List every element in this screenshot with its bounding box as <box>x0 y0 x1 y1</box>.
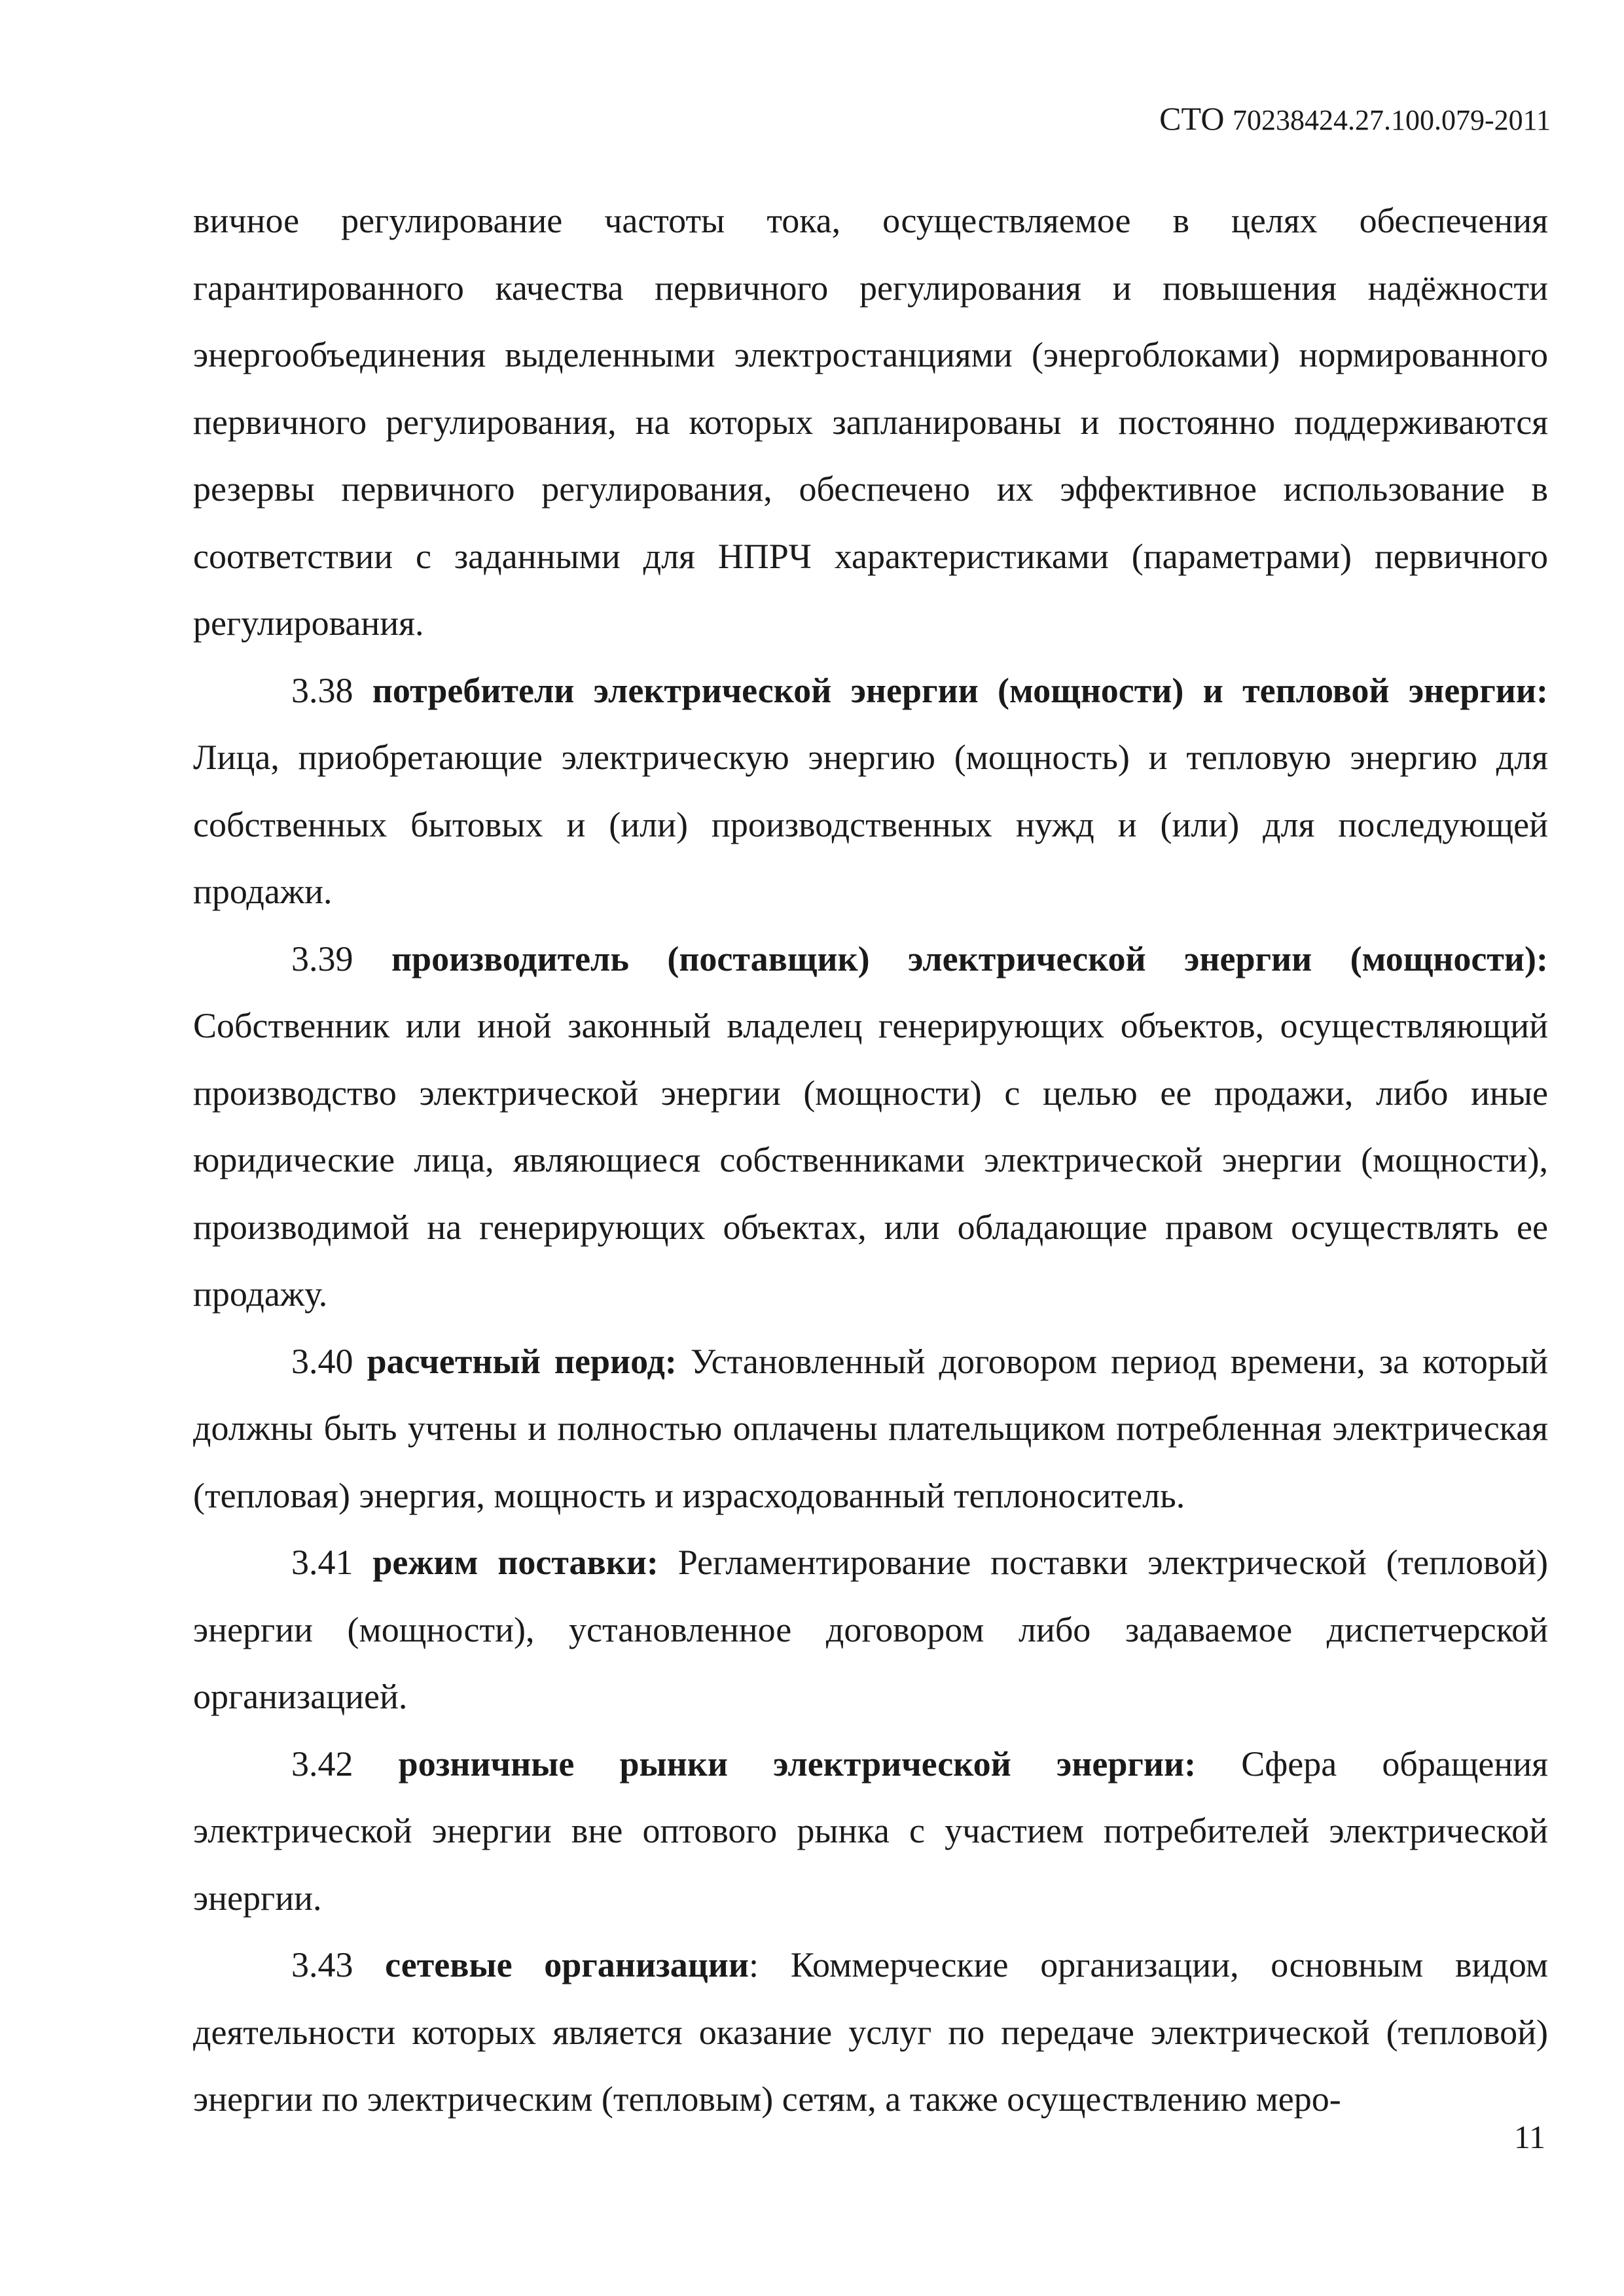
definition-text: Сфера обращения электрической энергии вне оптового рынка с участием потребителей электрической энергии. <box>193 1744 1549 1918</box>
definition-3-39 <box>193 925 1548 1328</box>
definition-text: Установленный договором период времени, за который должны быть учтены и полностью оплачены плательщиком потребленная электрическая (тепловая) энергия, мощность и израсходованный теплоноситель. <box>193 1341 1549 1515</box>
definition-term: расчетный период: <box>367 1341 677 1381</box>
definition-term: потребители электрической энергии (мощности) и тепловой энергии: <box>372 670 1548 710</box>
definition-3-42 <box>193 1731 1548 1932</box>
definition-number: 3.41 <box>291 1543 353 1582</box>
document-code-number: 70238424.27.100.079-2011 <box>1232 104 1551 136</box>
definition-number: 3.42 <box>291 1744 353 1784</box>
definition-term: сетевые организации <box>385 1945 749 1984</box>
document-code-header <box>1159 99 1551 137</box>
definition-text: Лица, приобретающие электрическую энергию (мощность) и тепловую энергию для собственных бытовых и (или) производственных нужд и (или) для последующей продажи. <box>193 738 1548 911</box>
definition-term: производитель (поставщик) электрической энергии (мощности): <box>391 939 1548 978</box>
definition-term: розничные рынки электрической энергии: <box>398 1744 1197 1784</box>
definition-number: 3.43 <box>291 1945 353 1984</box>
definition-3-40 <box>193 1328 1548 1530</box>
document-body <box>193 187 1548 2133</box>
definition-number: 3.39 <box>291 939 353 978</box>
definition-number: 3.40 <box>291 1341 353 1381</box>
definition-term: режим поставки: <box>372 1543 659 1582</box>
definition-3-41 <box>193 1529 1548 1731</box>
document-code-prefix: СТО <box>1159 100 1225 137</box>
definition-3-43 <box>193 1931 1548 2133</box>
definition-text: Собственник или иной законный владелец генерирующих объектов, осуществляющий производство электрической энергии (мощности) с целью ее продажи, либо иные юридические лица, являющиеся собственниками электрической энергии (мощности), производимой на генерирующих объектах, или обладающие правом осуществлять ее продажу. <box>193 1006 1548 1314</box>
definition-text: Регламентирование поставки электрической (тепловой) энергии (мощности), установленное договором либо задаваемое диспетчерской организацией. <box>193 1543 1549 1716</box>
continued-paragraph: вичное регулирование частоты тока, осуществляемое в целях обеспечения гарантированного качества первичного регулирования и повышения надёжности энергообъединения выделенными электростанциями (энергоблоками) нормированного первичного регулирования, на которых запланированы и постоянно поддерживаются резервы первичного регулирования, обеспечено их эффективное использование в соответствии с заданными для НПРЧ характеристиками (параметрами) первичного регулирования. <box>193 201 1548 643</box>
page-number: 11 <box>1513 2119 1545 2155</box>
definition-text: : Коммерческие организации, основным видом деятельности которых является оказание услуг по передаче электрической (тепловой) энергии по электрическим (тепловым) сетям, а также осуществлению меро- <box>193 1945 1549 2119</box>
definition-3-38 <box>193 657 1548 925</box>
definition-number: 3.38 <box>291 670 353 710</box>
